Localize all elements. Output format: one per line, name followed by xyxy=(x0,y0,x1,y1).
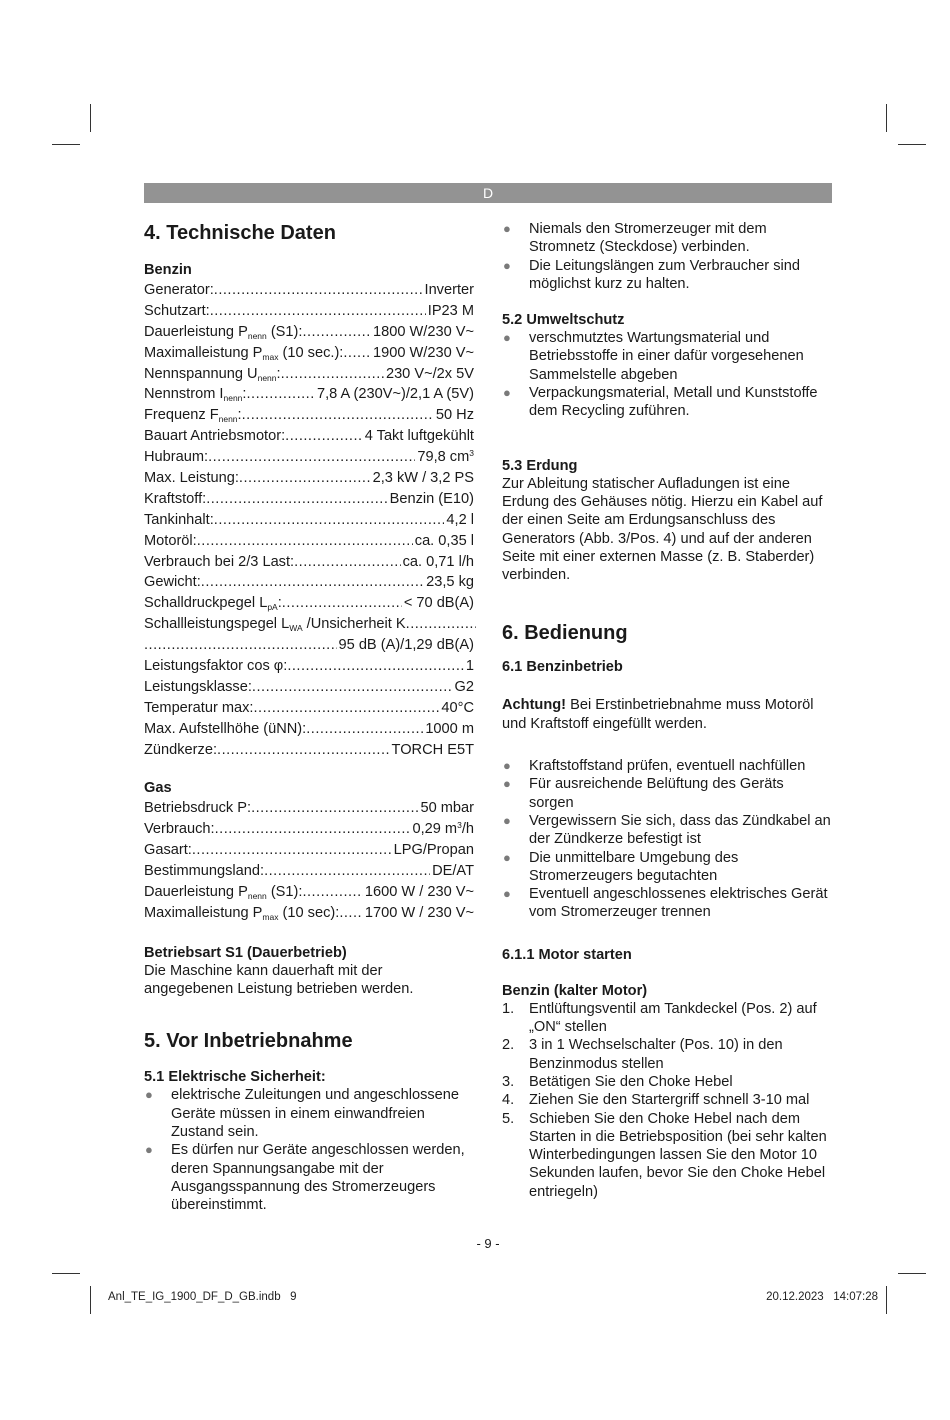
language-header-bar xyxy=(144,183,832,203)
start-steps-list xyxy=(502,1000,832,1201)
spec-row: Gewicht: ..... 23,5 kg xyxy=(144,572,474,593)
s51-heading: 5.1 Elektrische Sicherheit: xyxy=(144,1069,326,1086)
bullet-icon: ● xyxy=(503,385,511,401)
spec-row: ..... 95 dB (A)/1,29 dB(A) xyxy=(144,635,474,656)
crop-mark xyxy=(898,144,926,145)
footer-date: 20.12.2023 14:07:28 xyxy=(766,1291,878,1303)
page-number: - 9 - xyxy=(476,1236,500,1251)
right-column xyxy=(502,220,832,1201)
s51-list xyxy=(144,1086,474,1214)
gas-spec-list xyxy=(144,798,474,923)
list-item: ● Kraftstoffstand prüfen, eventuell nachfüllen xyxy=(503,758,806,775)
spec-row: Betriebsdruck P: ..... 50 mbar xyxy=(144,798,474,819)
bullet-icon: ● xyxy=(503,776,511,792)
list-item: 5. Schieben Sie den Choke Hebel nach dem Starten in die Betriebsposition (bei sehr kalten Winterbedingungen lassen Sie den Motor 10 Sekunden laufen, bevor Sie den Choke Hebel entriegeln) xyxy=(502,1110,827,1200)
s52-list xyxy=(502,329,832,420)
spec-row: Zündkerze: ..... TORCH E5T xyxy=(144,740,474,761)
list-item: ● Die Leitungslängen zum Verbraucher sind möglichst kurz zu halten. xyxy=(503,257,800,292)
crop-mark xyxy=(52,1273,80,1274)
list-item: ● Die unmittelbare Umgebung des Stromerzeugers begutachten xyxy=(503,849,739,884)
list-item: ● Für ausreichende Belüftung des Geräts sorgen xyxy=(503,776,784,811)
spec-row: Motoröl: ..... ca. 0,35 l xyxy=(144,531,474,552)
list-item: 3. Betätigen Sie den Choke Hebel xyxy=(502,1073,733,1090)
crop-mark xyxy=(898,1273,926,1274)
spec-row: Schalldruckpegel $L_{pA}$: ..... < 70 dB(A) xyxy=(144,593,474,614)
list-item: ● Es dürfen nur Geräte angeschlossen werden, deren Spannungsangabe mit der Ausgangsspannung des Stromerzeugers übereinstimmt. xyxy=(145,1142,465,1214)
gas-heading: Gas xyxy=(144,780,172,797)
spec-row: Gasart: ..... LPG/Propan xyxy=(144,840,474,861)
bullet-icon: ● xyxy=(145,1087,153,1103)
benzin-spec-list xyxy=(144,280,474,760)
list-item: ● Verpackungsmaterial, Metall und Kunststoffe dem Recycling zuführen. xyxy=(503,385,818,420)
bullet-icon: ● xyxy=(145,1142,153,1158)
benzin-kalt-heading: Benzin (kalter Motor) xyxy=(502,982,648,999)
language-label: D xyxy=(482,185,494,201)
bullet-icon: ● xyxy=(503,886,511,902)
spec-row: Schallleistungspegel $L_{WA}$ /Unsicherheit K ..... xyxy=(144,614,474,635)
list-item: 1. Entlüftungsventil am Tankdeckel (Pos. 2) auf „ON“ stellen xyxy=(502,1000,817,1036)
spec-row: Dauerleistung $P_{nenn}$ (S1): ..... 1600 W / 230 V~ xyxy=(144,882,474,903)
bullet-icon: ● xyxy=(503,257,511,273)
list-item: ● elektrische Zuleitungen und angeschlossene Geräte müssen in einem einwandfreien Zustand sein. xyxy=(145,1087,460,1141)
spec-row: Verbrauch bei 2/3 Last: ..... ca. 0,71 l/h xyxy=(144,552,474,573)
spec-row: Hubraum: ..... 79,8 $cm^3$ xyxy=(144,447,474,468)
bullet-icon: ● xyxy=(503,758,511,774)
list-item: ● Niemals den Stromerzeuger mit dem Stromnetz (Steckdose) verbinden. xyxy=(503,221,767,256)
crop-mark xyxy=(886,1286,887,1314)
list-item: 2. 3 in 1 Wechselschalter (Pos. 10) in den Benzinmodus stellen xyxy=(502,1037,783,1072)
spec-row: Maximalleistung $P_{max}$ (10 sec.): ..... 1900 W/230 V~ xyxy=(144,343,474,364)
spec-row: Schutzart: ..... IP23 M xyxy=(144,301,474,322)
spec-row: Max. Leistung: ..... 2,3 kW / 3,2 PS xyxy=(144,468,474,489)
bullet-icon: ● xyxy=(503,849,511,865)
section-title-bedienung: 6. Bedienung xyxy=(502,622,628,645)
benzin-heading: Benzin xyxy=(144,262,192,278)
s53-heading: 5.3 Erdung xyxy=(502,457,578,474)
crop-mark xyxy=(52,144,80,145)
betriebsart-text: Die Maschine kann dauerhaft mit der angegebenen Leistung betrieben werden. xyxy=(144,962,414,998)
crop-mark xyxy=(90,1286,91,1314)
achtung-text: Achtung! Bei Erstinbetriebnahme muss Motoröl und Kraftstoff eingefüllt werden. xyxy=(502,697,814,732)
spec-row: Verbrauch: ..... 0,29 $m^3/h$ xyxy=(144,819,474,840)
s52-heading: 5.2 Umweltschutz xyxy=(502,312,625,329)
spec-row: Leistungsklasse: ..... G2 xyxy=(144,677,474,698)
bullet-icon: ● xyxy=(503,330,511,346)
s53-text: Zur Ableitung statischer Aufladungen ist eine Erdung des Gehäuses nötig. Hierzu ein Kabel auf der einen Seite am Erdungsanschluss des Generators (Abb. 3/Pos. 4) und auf der anderen Seite mit einer externen Masse (z. B. Staberder) verbinden. xyxy=(502,475,823,584)
spec-row: Generator: ..... Inverter xyxy=(144,280,474,301)
spec-row: Maximalleistung $P_{max}$ (10 sec): ..... 1700 W / 230 V~ xyxy=(144,903,474,924)
crop-mark xyxy=(886,104,887,132)
list-item: ● Vergewissern Sie sich, dass das Zündkabel an der Zündkerze befestigt ist xyxy=(503,812,831,848)
footer-filename: Anl_TE_IG_1900_DF_D_GB.indb 9 xyxy=(108,1291,297,1303)
crop-mark xyxy=(90,104,91,132)
list-item: ● Eventuell angeschlossenes elektrisches Gerät vom Stromerzeuger trennen xyxy=(503,886,828,921)
bullet-icon: ● xyxy=(503,221,511,236)
spec-row: Nennstrom $I_{nenn}$: ..... 7,8 A (230V~)/2,1 A (5V) xyxy=(144,384,474,405)
spec-row: Leistungsfaktor cos φ: ..... 1 xyxy=(144,656,474,677)
s61-heading: 6.1 Benzinbetrieb xyxy=(502,659,623,676)
spec-row: Bestimmungsland: ..... DE/AT xyxy=(144,861,474,882)
spec-row: Temperatur max: ..... 40°C xyxy=(144,698,474,719)
spec-row: Tankinhalt: ..... 4,2 l xyxy=(144,510,474,531)
betriebsart-heading: Betriebsart S1 (Dauerbetrieb) xyxy=(144,944,347,961)
s51-list-continued xyxy=(502,220,832,293)
section-title-vor-inbetriebnahme: 5. Vor Inbetriebnahme xyxy=(144,1030,353,1053)
spec-row: Max. Aufstellhöhe (üNN): ..... 1000 m xyxy=(144,719,474,740)
list-item: 4. Ziehen Sie den Startergriff schnell 3-10 mal xyxy=(502,1092,810,1109)
s611-heading: 6.1.1 Motor starten xyxy=(502,946,632,963)
spec-row: Dauerleistung $P_{nenn}$ (S1): ..... 1800 W/230 V~ xyxy=(144,322,474,343)
spec-row: Frequenz $F_{nenn}$: ..... 50 Hz xyxy=(144,405,474,426)
spec-row: Kraftstoff: ..... Benzin (E10) xyxy=(144,489,474,510)
left-column xyxy=(144,220,474,1215)
spec-row: Bauart Antriebsmotor: ..... 4 Takt luftgekühlt xyxy=(144,426,474,447)
bullet-icon: ● xyxy=(503,812,511,828)
section-title-technical-data: 4. Technische Daten xyxy=(144,222,336,244)
spec-row: Nennspannung $U_{nenn}$: ..... 230 V~/2x 5V xyxy=(144,364,474,385)
list-item: ● verschmutztes Wartungsmaterial und Betriebsstoffe in einer dafür vorgesehenen Sammelstelle abgeben xyxy=(503,330,804,383)
s61-list xyxy=(502,757,832,922)
